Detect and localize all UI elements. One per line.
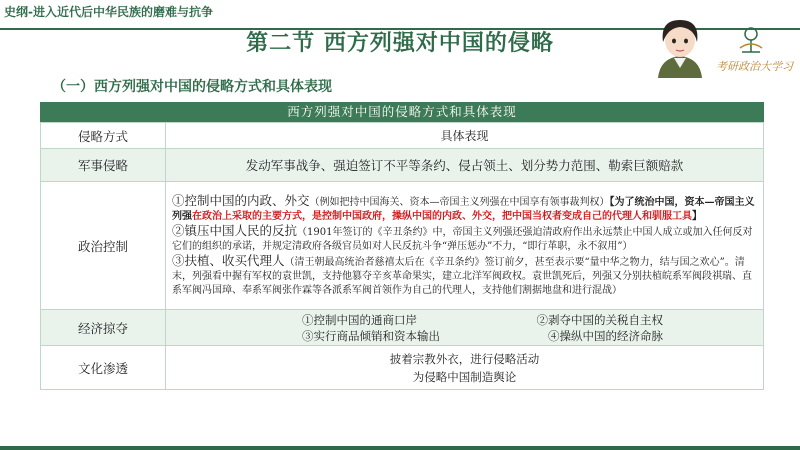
political-item-1-bracket-open: 【为了统治中国，资本—帝国主义列强 xyxy=(172,196,755,222)
column-header-detail: 具体表现 xyxy=(166,123,764,149)
political-item-1-note: （例如把持中国海关、资本—帝国主义列强在中国享有领事裁判权） xyxy=(309,196,610,208)
economic-detail xyxy=(166,310,764,346)
aggression-table xyxy=(40,102,764,390)
row-label-cultural: 文化渗透 xyxy=(41,346,166,390)
cultural-line-1: 披着宗教外衣，进行侵略活动 xyxy=(389,351,540,366)
page-title: 第二节 西方列强对中国的侵略 xyxy=(246,31,554,56)
presenter-avatar xyxy=(648,14,712,78)
row-label-political: 政治控制 xyxy=(41,182,166,310)
cultural-detail xyxy=(166,346,764,390)
political-item-1-bracket-close: 】 xyxy=(692,210,702,222)
breadcrumb: 史纲-进入近代后中华民族的磨难与抗争 xyxy=(4,5,213,19)
political-detail xyxy=(166,182,764,310)
footer-divider xyxy=(0,446,800,450)
table-row-military xyxy=(41,149,764,182)
economic-item-2: ②剥夺中国的关税自主权 xyxy=(536,312,663,327)
section-heading: （一）西方列强对中国的侵略方式和具体表现 xyxy=(52,79,332,95)
economic-item-3: ③实行商品倾销和资本输出 xyxy=(302,328,440,343)
column-header-method: 侵略方式 xyxy=(41,123,166,149)
table-row-cultural xyxy=(41,346,764,390)
political-item-3 xyxy=(172,254,757,298)
political-item-1-lead: ①控制中国的内政、外交 xyxy=(172,192,310,208)
economic-item-4: ④操纵中国的经济命脉 xyxy=(548,328,663,343)
political-item-3-lead: ③扶植、收买代理人 xyxy=(172,252,285,268)
row-label-economic: 经济掠夺 xyxy=(41,310,166,346)
brand-emblem-icon xyxy=(736,26,766,54)
political-item-2-note: （1901年签订的《辛丑条约》中，帝国主义列强还强迫清政府作出永远禁止中国人成立或加入任何反对它们的组织的承诺，并规定清政府各级官员如对人民反抗斗争“弹压惩办”不力，“即行革职，永不叙用”） xyxy=(172,226,753,252)
political-item-1-emphasis: 在政治上采取的主要方式，是控制中国政府，操纵中国的内政、外交，把中国当权者变成自己的代理人和驯服工具 xyxy=(192,210,692,222)
brand-text: 考研政治大学习 xyxy=(716,60,793,73)
table-body xyxy=(40,122,764,390)
table-caption: 西方列强对中国的侵略方式和具体表现 xyxy=(40,102,764,122)
table-row-political xyxy=(41,182,764,310)
row-label-military: 军事侵略 xyxy=(41,149,166,182)
table-row-economic xyxy=(41,310,764,346)
military-detail: 发动军事战争、强迫签订不平等条约、侵占领土、划分势力范围、勒索巨额赔款 xyxy=(166,149,764,182)
political-item-3-note: （清王朝最高统治者慈禧太后在《辛丑条约》签订前夕，甚至表示要“量中华之物力，结与国之欢心”。清末，列强看中握有军权的袁世凯，支持他篡夺辛亥革命果实，建立北洋军阀政权。袁世凯死后，列强又分别扶植皖系军阀段祺瑞、直系军阀冯国璋、奉系军阀张作霖等各派系军阀首领作为自己的代理人，支持他们割据地盘和进行混战） xyxy=(172,256,752,296)
table-header-row xyxy=(41,123,764,149)
economic-line-2 xyxy=(166,328,763,344)
political-item-2-lead: ②镇压中国人民的反抗 xyxy=(172,222,298,238)
brand-logo xyxy=(716,26,793,76)
cultural-line-2: 为侵略中国制造舆论 xyxy=(412,369,517,384)
political-item-2 xyxy=(172,224,757,254)
economic-item-1: ①控制中国的通商口岸 xyxy=(302,312,417,327)
economic-line-1 xyxy=(166,312,763,328)
political-item-1 xyxy=(172,194,757,224)
